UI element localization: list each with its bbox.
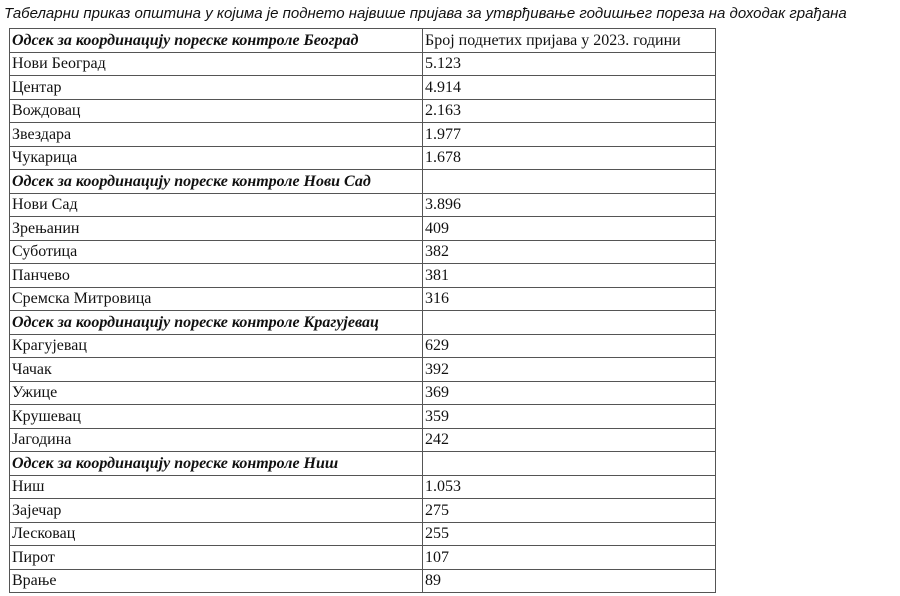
count-cell: 629 (423, 334, 716, 358)
municipality-cell: Ужице (10, 381, 423, 405)
municipality-cell: Крушевац (10, 405, 423, 429)
municipality-cell: Лесковац (10, 522, 423, 546)
table-row (10, 546, 716, 570)
table-row (10, 123, 716, 147)
table-row (10, 76, 716, 100)
count-cell: 409 (423, 217, 716, 241)
municipality-cell: Центар (10, 76, 423, 100)
table-row (10, 522, 716, 546)
municipality-cell: Нови Сад (10, 193, 423, 217)
municipality-cell: Зрењанин (10, 217, 423, 241)
column-header-count: Број поднетих пријава у 2023. години (423, 29, 716, 53)
municipality-cell: Зајечар (10, 499, 423, 523)
table-row (10, 334, 716, 358)
municipality-cell: Панчево (10, 264, 423, 288)
count-cell: 3.896 (423, 193, 716, 217)
section-row-nis (10, 452, 716, 476)
count-cell: 4.914 (423, 76, 716, 100)
empty-cell (423, 170, 716, 194)
municipality-cell: Јагодина (10, 428, 423, 452)
table-header-row (10, 29, 716, 53)
municipality-cell: Врање (10, 569, 423, 593)
count-cell: 1.977 (423, 123, 716, 147)
table-row (10, 428, 716, 452)
table-row (10, 99, 716, 123)
table-row (10, 405, 716, 429)
municipality-cell: Суботица (10, 240, 423, 264)
empty-cell (423, 311, 716, 335)
municipality-cell: Пирот (10, 546, 423, 570)
count-cell: 369 (423, 381, 716, 405)
tax-returns-table (9, 28, 716, 593)
section-row-novi-sad (10, 170, 716, 194)
table-row (10, 217, 716, 241)
table-row (10, 475, 716, 499)
table-row (10, 358, 716, 382)
count-cell: 242 (423, 428, 716, 452)
count-cell: 381 (423, 264, 716, 288)
municipality-cell: Нови Београд (10, 52, 423, 76)
count-cell: 382 (423, 240, 716, 264)
table-row (10, 569, 716, 593)
count-cell: 1.053 (423, 475, 716, 499)
section-header-novi-sad: Одсек за координацију пореске контроле Нови Сад (10, 170, 423, 194)
municipality-cell: Чукарица (10, 146, 423, 170)
municipality-cell: Вождовац (10, 99, 423, 123)
count-cell: 359 (423, 405, 716, 429)
count-cell: 107 (423, 546, 716, 570)
table-row (10, 499, 716, 523)
table-row (10, 146, 716, 170)
table-row (10, 264, 716, 288)
section-header-nis: Одсек за координацију пореске контроле Ниш (10, 452, 423, 476)
table-caption: Табеларни приказ општина у којима је поднето највише пријава за утврђивање годишњег пореза на доходак грађана (4, 5, 847, 22)
table-row (10, 287, 716, 311)
count-cell: 89 (423, 569, 716, 593)
table-row (10, 193, 716, 217)
municipality-cell: Сремска Митровица (10, 287, 423, 311)
table-row (10, 52, 716, 76)
count-cell: 1.678 (423, 146, 716, 170)
count-cell: 2.163 (423, 99, 716, 123)
section-row-kragujevac (10, 311, 716, 335)
municipality-cell: Звездара (10, 123, 423, 147)
section-header-kragujevac: Одсек за координацију пореске контроле Крагујевац (10, 311, 423, 335)
count-cell: 255 (423, 522, 716, 546)
municipality-cell: Крагујевац (10, 334, 423, 358)
municipality-cell: Чачак (10, 358, 423, 382)
section-header-belgrade: Одсек за координацију пореске контроле Београд (10, 29, 423, 53)
count-cell: 316 (423, 287, 716, 311)
count-cell: 275 (423, 499, 716, 523)
table-row (10, 240, 716, 264)
municipality-cell: Ниш (10, 475, 423, 499)
empty-cell (423, 452, 716, 476)
count-cell: 5.123 (423, 52, 716, 76)
table-row (10, 381, 716, 405)
count-cell: 392 (423, 358, 716, 382)
